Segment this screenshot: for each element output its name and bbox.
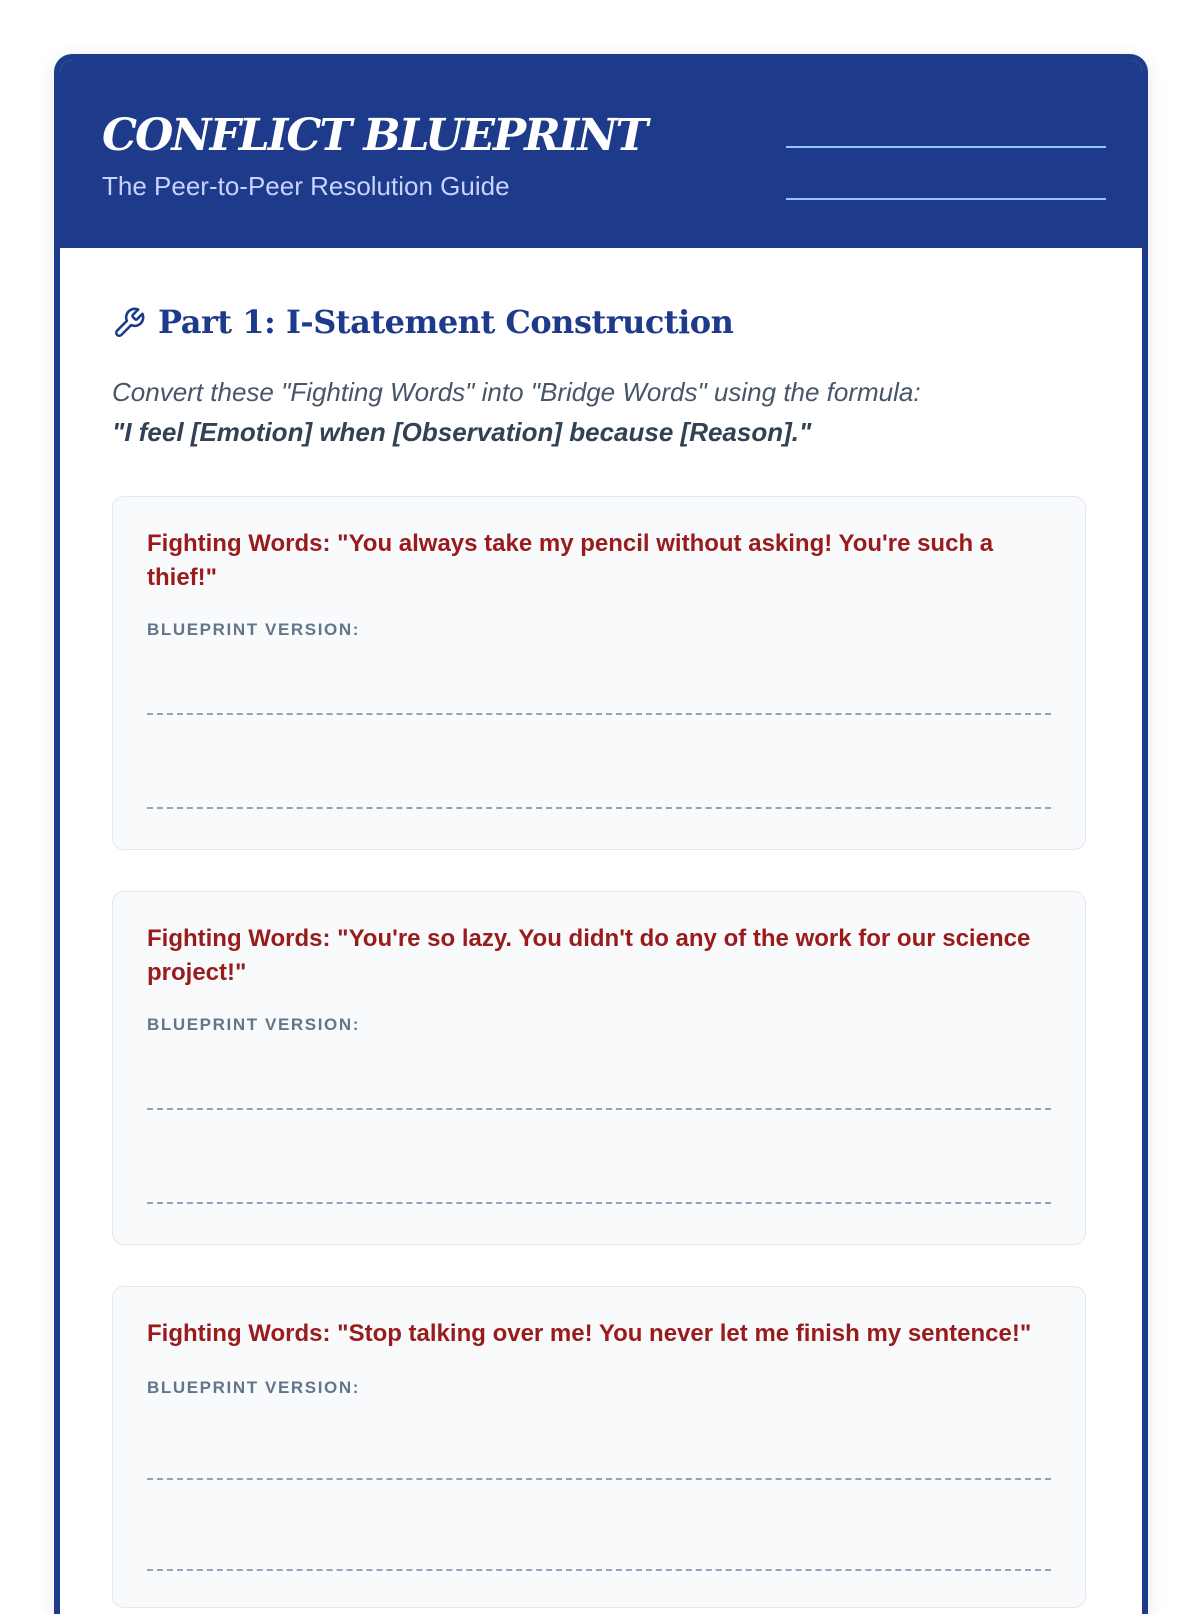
worksheet-page	[54, 54, 1148, 1614]
exercise-card	[112, 1286, 1086, 1608]
answer-line[interactable]	[147, 1478, 1051, 1480]
part1-instructions	[112, 372, 1094, 452]
answer-line[interactable]	[147, 1108, 1051, 1110]
answer-line[interactable]	[147, 807, 1051, 809]
worksheet-subtitle: The Peer-to-Peer Resolution Guide	[102, 171, 510, 201]
worksheet-header	[60, 60, 1142, 248]
exercise-card	[112, 496, 1086, 850]
blueprint-version-label: BLUEPRINT VERSION:	[147, 1015, 360, 1034]
instructions-text: Convert these "Fighting Words" into "Bridge Words" using the formula:	[112, 377, 921, 407]
wrench-icon	[112, 306, 146, 340]
blueprint-version-label: BLUEPRINT VERSION:	[147, 1378, 360, 1397]
fighting-words: Fighting Words: "You're so lazy. You didn't do any of the work for our science project!"	[147, 925, 1031, 986]
part1-title: Part 1: I-Statement Construction	[158, 303, 734, 341]
fighting-words: Fighting Words: "Stop talking over me! You never let me finish my sentence!"	[147, 1320, 1032, 1347]
answer-line[interactable]	[147, 1569, 1051, 1571]
blueprint-version-label: BLUEPRINT VERSION:	[147, 620, 360, 639]
fighting-words: Fighting Words: "You always take my pencil without asking! You're such a thief!"	[147, 530, 994, 591]
exercise-card	[112, 891, 1086, 1245]
answer-line[interactable]	[147, 1202, 1051, 1204]
answer-line[interactable]	[147, 713, 1051, 715]
name-input-line[interactable]	[786, 146, 1106, 148]
worksheet-title: CONFLICT BLUEPRINT	[102, 110, 647, 161]
formula-text: "I feel [Emotion] when [Observation] because [Reason]."	[112, 417, 812, 447]
date-input-line[interactable]	[786, 198, 1106, 200]
